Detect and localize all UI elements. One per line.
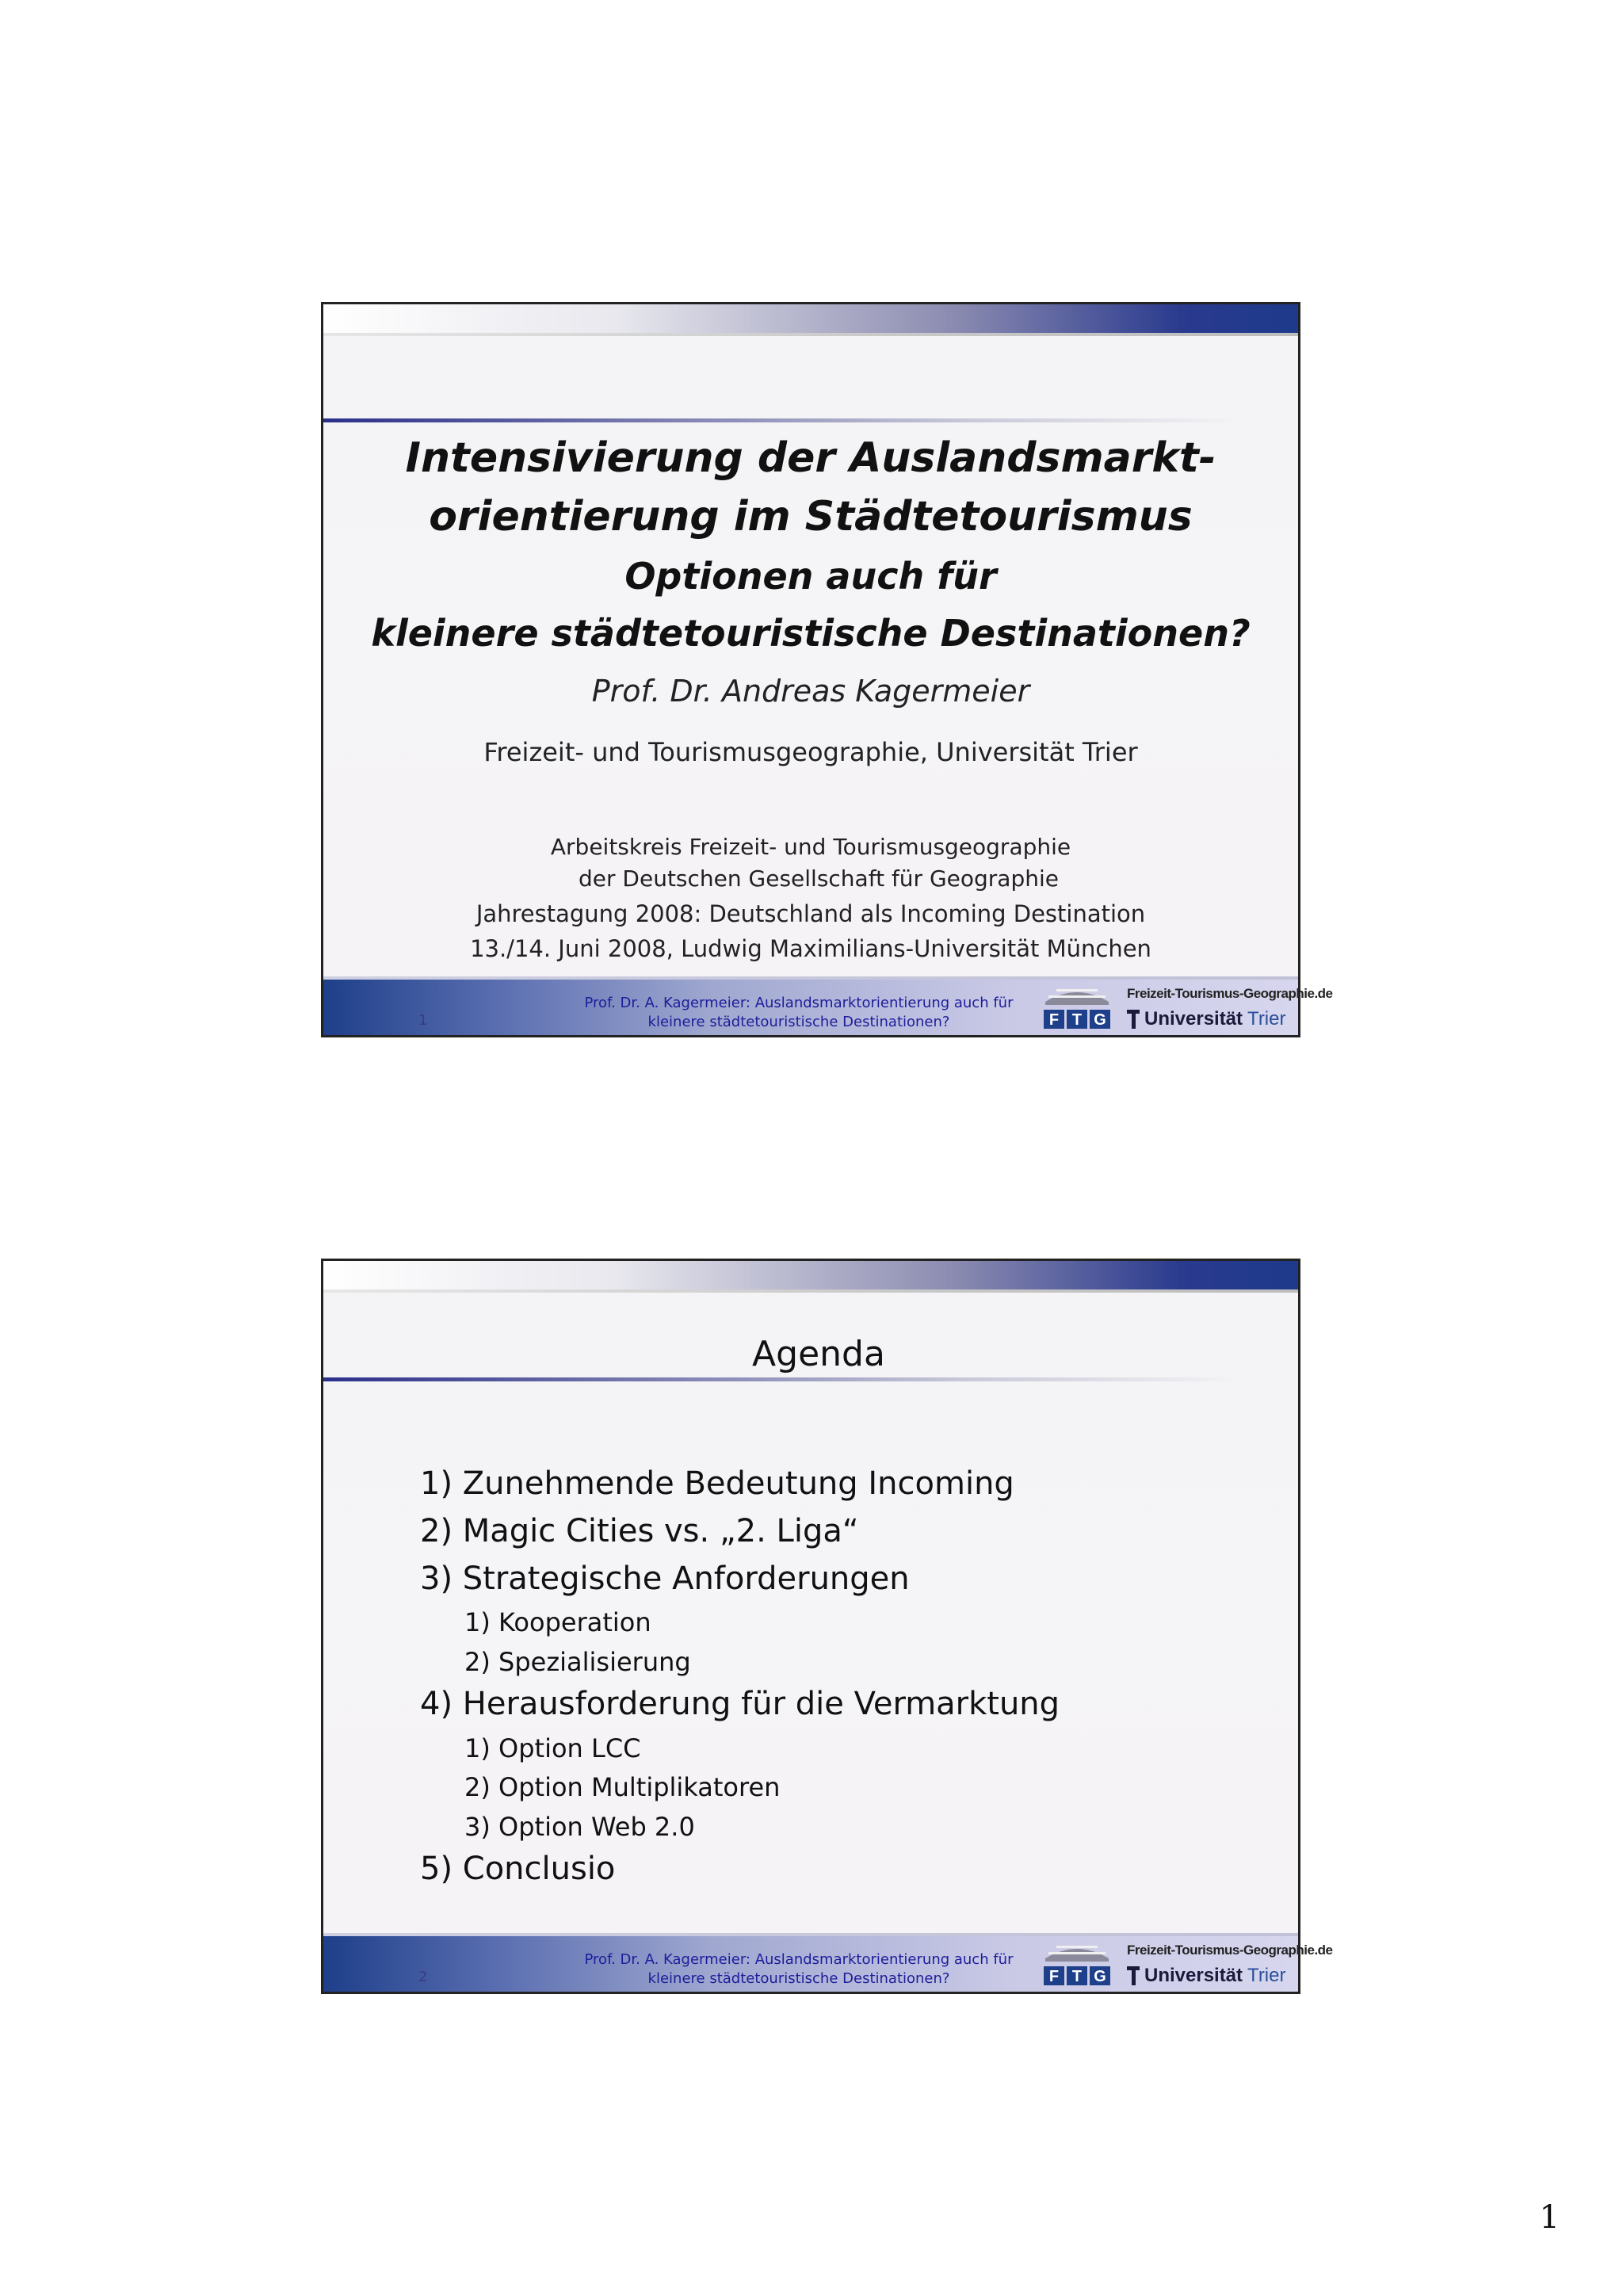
footer-caption (561, 1950, 1037, 1988)
university-logo (1127, 1939, 1333, 1988)
top-gradient-bar (323, 304, 1298, 333)
page-number: 1 (1539, 2199, 1560, 2236)
university-word: Universität (1144, 1965, 1243, 1986)
agenda-item-1: 1) Zunehmende Bedeutung Incoming (420, 1465, 1014, 1502)
slide-title-line-2: orientierung im Städtetourismus (429, 493, 1193, 541)
footer-caption-line-1: Prof. Dr. A. Kagermeier: Auslandsmarktorientierung auch für (584, 1951, 1014, 1968)
agenda-subitem-4-2: 2) Option Multiplikatoren (464, 1772, 781, 1802)
university-logo (1127, 983, 1333, 1032)
logo-letter-t: T (1071, 1011, 1083, 1029)
slide-1 (321, 302, 1333, 1037)
event-line-1: Arbeitskreis Freizeit- und Tourismusgeographie (550, 834, 1071, 860)
university-city: Trier (1247, 1965, 1286, 1986)
footer-caption (561, 994, 1037, 1032)
agenda-subitem-4-1: 1) Option LCC (464, 1733, 641, 1763)
event-line-4: 13./14. Juni 2008, Ludwig Maximilians-Universität München (470, 935, 1151, 962)
logo-letter-g: G (1094, 1968, 1106, 1985)
slide-footer (323, 1936, 1333, 1992)
author: Prof. Dr. Andreas Kagermeier (591, 674, 1030, 709)
university-name (1127, 1965, 1285, 1987)
website-url: Freizeit-Tourismus-Geographie.de (1127, 986, 1333, 1001)
event-line-2: der Deutschen Gesellschaft für Geographie (579, 865, 1059, 892)
footer-caption-line-2: kleinere städtetouristische Destinationen? (647, 1014, 950, 1030)
logo-letter-g: G (1094, 1011, 1106, 1029)
slide-title-line-1: Intensivierung der Auslandsmarkt- (405, 434, 1216, 482)
slide-footer (323, 980, 1333, 1035)
affiliation: Freizeit- und Tourismusgeographie, Universität Trier (483, 737, 1138, 767)
website-url: Freizeit-Tourismus-Geographie.de (1127, 1943, 1333, 1958)
top-rule (323, 1289, 1298, 1293)
agenda-subitem-4-3: 3) Option Web 2.0 (464, 1812, 695, 1842)
slide-subtitle-line-2: kleinere städtetouristische Destinationen? (371, 612, 1251, 655)
agenda-item-2: 2) Magic Cities vs. „2. Liga“ (420, 1513, 859, 1549)
university-name (1127, 1008, 1285, 1030)
logo-letter-f: F (1048, 1011, 1060, 1029)
university-city: Trier (1247, 1008, 1286, 1030)
agenda-item-3: 3) Strategische Anforderungen (420, 1561, 910, 1597)
trier-emblem-icon (1127, 1010, 1140, 1029)
ftg-logo (1041, 984, 1113, 1030)
slide-number: 2 (418, 1969, 428, 1985)
logo-letter-t: T (1071, 1968, 1083, 1985)
trier-emblem-icon (1127, 1966, 1140, 1985)
footer-caption-line-1: Prof. Dr. A. Kagermeier: Auslandsmarktorientierung auch für (584, 995, 1014, 1011)
logo-letter-f: F (1048, 1968, 1060, 1985)
top-gradient-bar (323, 1261, 1298, 1289)
agenda-item-5: 5) Conclusio (420, 1851, 616, 1887)
title-rule (323, 418, 1243, 422)
title-rule (323, 1377, 1243, 1381)
slide-subtitle-line-1: Optionen auch für (624, 555, 997, 598)
agenda-subitem-3-2: 2) Spezialisierung (464, 1647, 691, 1677)
event-line-3: Jahrestagung 2008: Deutschland als Incoming Destination (475, 900, 1146, 927)
slide-number: 1 (418, 1012, 428, 1029)
agenda-title: Agenda (752, 1334, 885, 1374)
agenda-item-4: 4) Herausforderung für die Vermarktung (420, 1686, 1060, 1722)
agenda-subitem-3-1: 1) Kooperation (464, 1607, 651, 1637)
university-word: Universität (1144, 1008, 1243, 1030)
top-rule (323, 333, 1298, 336)
slide-2 (321, 1259, 1333, 1994)
footer-caption-line-2: kleinere städtetouristische Destinationen? (647, 1970, 950, 1987)
ftg-logo (1041, 1941, 1113, 1987)
